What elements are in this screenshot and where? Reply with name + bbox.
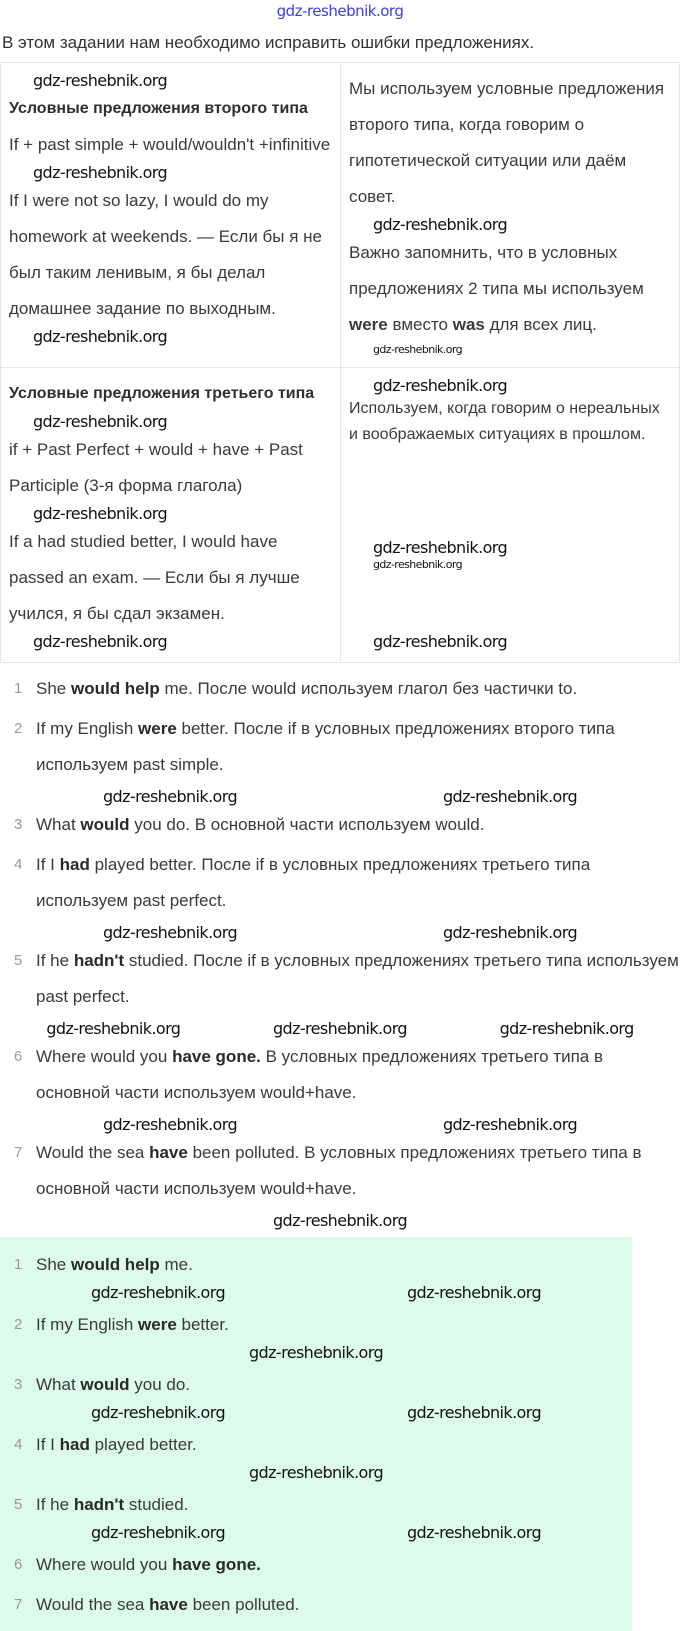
watermark-text: gdz-reshebnik.org: [499, 1019, 634, 1038]
watermark-text: gdz-reshebnik.org: [442, 787, 577, 806]
item-text: If he: [36, 1495, 74, 1514]
watermark-text: gdz-reshebnik.org: [33, 412, 168, 431]
item-text: В условных предложениях третьего типа в основной части используем would+have.: [36, 1047, 604, 1102]
watermark-text: gdz-reshebnik.org: [442, 923, 577, 942]
table-cell-description: [341, 63, 680, 368]
item-text: been polluted. В условных предложениях третьего типа в основной части используем would+have.: [36, 1143, 642, 1198]
item-text: If I: [36, 1435, 60, 1454]
item-highlight: have: [149, 1595, 188, 1614]
item-text: been polluted.: [187, 1595, 300, 1614]
watermark-text: gdz-reshebnik.org: [102, 923, 237, 942]
cell-note: [349, 235, 671, 343]
item-highlight: were: [138, 1315, 177, 1334]
item-text: Would the sea: [36, 1143, 150, 1162]
watermark-text: gdz-reshebnik.org: [248, 1463, 383, 1482]
cell-title: Условные предложения третьего типа: [9, 385, 315, 402]
item-number: 3: [14, 1376, 23, 1393]
item-highlight: would help: [70, 1255, 160, 1274]
watermark-row: [0, 787, 680, 807]
item-highlight: have gone.: [172, 1047, 261, 1066]
item-highlight: have gone.: [172, 1555, 261, 1574]
item-text: me.: [159, 1255, 193, 1274]
item-number: 1: [14, 1256, 23, 1273]
list-item: [0, 1363, 632, 1403]
explanation-list: [0, 671, 680, 1231]
cell-example: If I were not so lazy, I would do my homework at weekends. — Если бы я не был таким ленивым, я бы делал домашнее задание по выходным.: [9, 191, 322, 318]
intro-text: В этом задании нам необходимо исправить ошибки предложениях.: [2, 33, 535, 52]
answer-list: [0, 1237, 632, 1631]
watermark-text: gdz-reshebnik.org: [373, 343, 462, 356]
watermark-text: gdz-reshebnik.org: [373, 215, 508, 234]
cell-description: Используем, когда говорим о нереальных и воображаемых ситуациях в прошлом.: [349, 400, 660, 443]
watermark-text: gdz-reshebnik.org: [373, 632, 508, 651]
note-text: для всех лиц.: [484, 315, 597, 334]
watermark-text: gdz-reshebnik.org: [46, 1019, 181, 1038]
item-number: 2: [14, 1316, 23, 1333]
watermark-row: [0, 1019, 680, 1039]
watermark-text: gdz-reshebnik.org: [442, 1115, 577, 1134]
item-text: If my English: [36, 1315, 139, 1334]
watermark-text: gdz-reshebnik.org: [102, 1115, 237, 1134]
cell-formula: if + Past Perfect + would + have + Past Participle (3-я форма глагола): [9, 440, 303, 495]
item-highlight: had: [59, 855, 90, 874]
note-text: Важно запомнить, что в условных предложениях 2 типа мы используем: [349, 243, 644, 298]
grammar-table: [0, 62, 680, 663]
item-number: 3: [14, 816, 23, 833]
item-text: If he: [36, 951, 74, 970]
list-item: [0, 1583, 632, 1623]
watermark-row: [0, 1523, 632, 1543]
list-item: [0, 1303, 632, 1343]
watermark-text: gdz-reshebnik.org: [272, 1019, 407, 1038]
item-number: 7: [14, 1596, 23, 1613]
watermark-row: [0, 1403, 632, 1423]
watermark-text: gdz-reshebnik.org: [90, 1523, 225, 1542]
watermark-text: gdz-reshebnik.org: [33, 632, 168, 651]
watermark-text: gdz-reshebnik.org: [33, 163, 168, 182]
cell-title: Условные предложения второго типа: [9, 100, 308, 117]
watermark-text: gdz-reshebnik.org: [248, 1343, 383, 1362]
item-text: If I: [36, 855, 60, 874]
watermark-row: [0, 1463, 632, 1483]
table-cell-rule: [1, 63, 341, 368]
cell-formula: If + past simple + would/wouldn't +infinitive: [9, 135, 331, 154]
item-highlight: would: [80, 815, 130, 834]
list-item: [0, 1483, 632, 1523]
item-text: studied.: [124, 1495, 189, 1514]
list-item: [0, 1543, 632, 1583]
item-text: played better. После if в условных предложениях третьего типа используем past perfect.: [36, 855, 591, 910]
list-item: [0, 807, 680, 843]
item-number: 6: [14, 1556, 23, 1573]
item-text: me. После would используем глагол без частички to.: [159, 679, 578, 698]
watermark-text: gdz-reshebnik.org: [373, 538, 508, 557]
list-item: [0, 1243, 632, 1283]
table-cell-description: [341, 368, 680, 663]
list-item: [0, 847, 680, 919]
item-highlight: would help: [70, 679, 160, 698]
item-text: If my English: [36, 719, 139, 738]
item-text: better. После if в условных предложениях второго типа используем past simple.: [36, 719, 615, 774]
cell-example: If a had studied better, I would have passed an exam. — Если бы я лучше учился, я бы сдал экзамен.: [9, 532, 300, 623]
watermark-text: gdz-reshebnik.org: [373, 376, 508, 395]
list-item: [0, 1039, 680, 1111]
watermark-text: gdz-reshebnik.org: [33, 504, 168, 523]
item-text: Where would you: [36, 1047, 173, 1066]
note-text: вместо: [387, 315, 453, 334]
item-text: you do. В основной части используем would.: [129, 815, 485, 834]
item-number: 4: [14, 856, 23, 873]
item-text: Would the sea: [36, 1595, 150, 1614]
watermark-row: [0, 1283, 632, 1303]
item-highlight: hadn't: [73, 951, 125, 970]
table-row-second-conditional: [1, 63, 680, 368]
item-text: What: [36, 1375, 81, 1394]
watermark-text: gdz-reshebnik.org: [373, 558, 462, 571]
item-highlight: were: [138, 719, 177, 738]
item-text: She: [36, 679, 71, 698]
item-number: 1: [14, 680, 23, 697]
site-header-watermark: gdz-reshebnik.org: [276, 2, 404, 20]
watermark-row: [0, 923, 680, 943]
watermark-row: [0, 1343, 632, 1363]
watermark-text: gdz-reshebnik.org: [406, 1523, 541, 1542]
item-text: you do.: [129, 1375, 191, 1394]
item-text: What: [36, 815, 81, 834]
item-number: 5: [14, 952, 23, 969]
item-number: 4: [14, 1436, 23, 1453]
watermark-row: [0, 1115, 680, 1135]
item-text: played better.: [89, 1435, 197, 1454]
list-item: [0, 943, 680, 1015]
watermark-text: gdz-reshebnik.org: [406, 1403, 541, 1422]
watermark-text: gdz-reshebnik.org: [33, 327, 168, 346]
watermark-text: gdz-reshebnik.org: [33, 71, 168, 90]
list-item: [0, 711, 680, 783]
table-cell-rule: [1, 368, 341, 663]
list-item: [0, 1135, 680, 1207]
item-highlight: have: [149, 1143, 188, 1162]
list-item: [0, 671, 680, 707]
watermark-text: gdz-reshebnik.org: [406, 1283, 541, 1302]
item-number: 2: [14, 720, 23, 737]
item-highlight: would: [80, 1375, 130, 1394]
watermark-text: gdz-reshebnik.org: [90, 1283, 225, 1302]
note-bold: were: [349, 315, 388, 334]
item-text: She: [36, 1255, 71, 1274]
item-number: 6: [14, 1048, 23, 1065]
item-number: 7: [14, 1144, 23, 1161]
watermark-row: [0, 1211, 680, 1231]
note-bold: was: [452, 315, 485, 334]
item-number: 5: [14, 1496, 23, 1513]
item-highlight: hadn't: [73, 1495, 125, 1514]
watermark-text: gdz-reshebnik.org: [90, 1403, 225, 1422]
item-text: studied. После if в условных предложениях третьего типа используем past perfect.: [36, 951, 679, 1006]
table-row-third-conditional: [1, 368, 680, 663]
watermark-text: gdz-reshebnik.org: [272, 1211, 407, 1230]
watermark-text: gdz-reshebnik.org: [102, 787, 237, 806]
cell-description: Мы используем условные предложения второго типа, когда говорим о гипотетической ситуации или даём совет.: [349, 79, 665, 206]
item-text: better.: [176, 1315, 229, 1334]
item-text: Where would you: [36, 1555, 173, 1574]
list-item: [0, 1423, 632, 1463]
item-highlight: had: [59, 1435, 90, 1454]
